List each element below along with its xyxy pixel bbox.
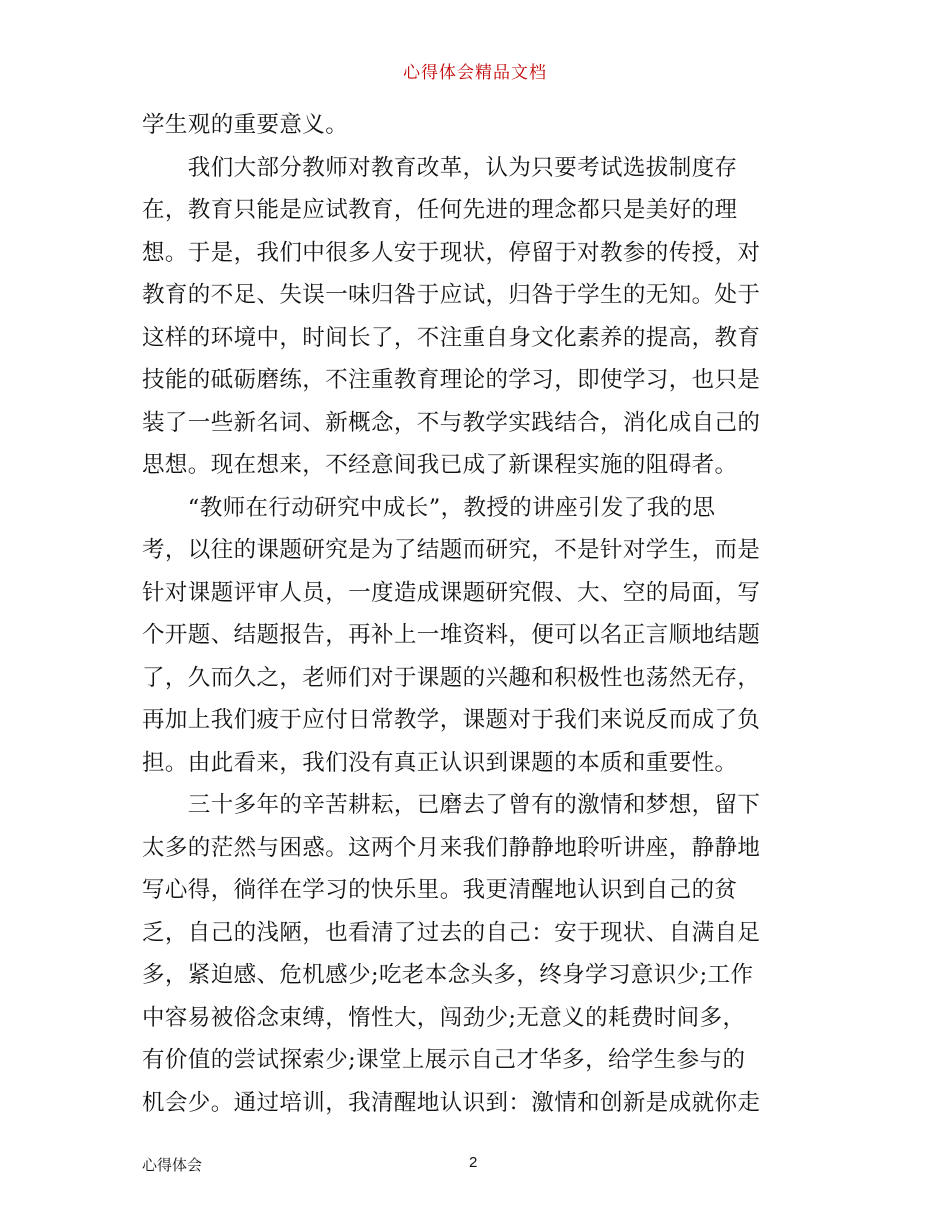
text-line: 这样的环境中，时间长了，不注重自身文化素养的提高，教育 (142, 324, 761, 351)
text-line: 装了一些新名词、新概念，不与教学实践结合，消化成自己的 (142, 409, 761, 436)
text-line: 多，紧迫感、危机感少;吃老本念头多，终身学习意识少;工作 (142, 962, 754, 988)
text-line: 考，以往的课题研究是为了结题而研究，不是针对学生，而是 (142, 537, 761, 563)
text-line: 了，久而久之，老师们对于课题的兴趣和积极性也荡然无存， (142, 664, 761, 691)
text-line: 太多的茫然与困惑。这两个月来我们静静地聆听讲座，静静地 (142, 834, 761, 861)
text-line: 针对课题评审人员，一度造成课题研究假、大、空的局面，写 (142, 579, 761, 606)
text-line: 乏，自己的浅陋，也看清了过去的自己：安于现状、自满自足 (142, 919, 761, 946)
text-line: 想。于是，我们中很多人安于现状，停留于对教参的传授，对 (142, 239, 761, 266)
text-line: 教育的不足、失误一味归咎于应试，归咎于学生的无知。处于 (142, 282, 761, 308)
text-line: 思想。现在想来，不经意间我已成了新课程实施的阻碍者。 (142, 452, 738, 478)
document-header-title: 心得体会精品文档 (403, 63, 547, 83)
text-line: 学生观的重要意义。 (142, 112, 349, 138)
text-line: 写心得，徜徉在学习的快乐里。我更清醒地认识到自己的贫 (142, 877, 738, 903)
text-line: “教师在行动研究中成长”，教授的讲座引发了我的思 (142, 494, 716, 521)
footer-label: 心得体会 (142, 1156, 203, 1174)
text-line: 机会少。通过培训，我清醒地认识到：激情和创新是成就你走 (142, 1089, 761, 1116)
text-line: 担。由此看来，我们没有真正认识到课题的本质和重要性。 (142, 749, 738, 776)
text-line: 个开题、结题报告，再补上一堆资料，便可以名正言顺地结题 (142, 622, 761, 648)
page-number: 2 (469, 1154, 478, 1171)
text-line: 再加上我们疲于应付日常教学，课题对于我们来说反而成了负 (142, 707, 761, 733)
text-line: 技能的砥砺磨练，不注重教育理论的学习，即使学习，也只是 (142, 367, 761, 393)
text-line: 在，教育只能是应试教育，任何先进的理念都只是美好的理 (142, 197, 738, 223)
document-body (142, 104, 812, 1124)
text-line: 中容易被俗念束缚，惰性大，闯劲少;无意义的耗费时间多， (142, 1004, 746, 1031)
text-line: 三十多年的辛苦耕耘，已磨去了曾有的激情和梦想，留下 (142, 792, 761, 818)
text-line: 有价值的尝试探索少;课堂上展示自己才华多，给学生参与的 (142, 1047, 746, 1073)
text-line: 我们大部分教师对教育改革，认为只要考试选拔制度存 (142, 154, 738, 181)
